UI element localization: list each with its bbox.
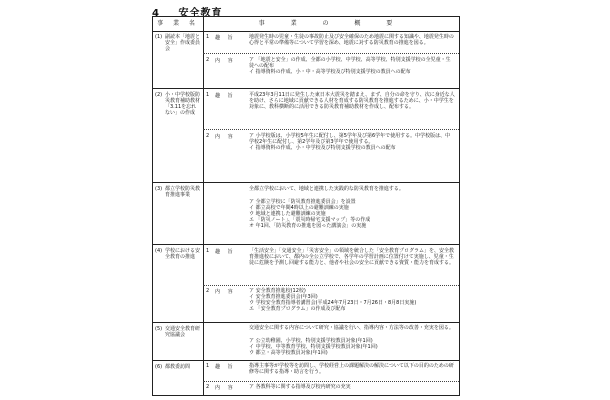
list-item: ア 「地震と安全」の作成、全都の小学校、中学校、高等学校、特別支援学校の全児童・生徒への配布 [249,57,451,70]
project-name: 都立学校防災教育推進事業 [165,186,201,198]
item-text: 「生活安全」「交通安全」「災害安全」の領域を統合した「安全教育プログラム」を、安全教育推進校において、都内の全公立学校で、各学年の学習計画に位置付けて実施し、児童・生徒に危険を予測し回避する能力と、他者や社会の安全に貢献できる資質・能力を育成する。 [249,248,455,267]
project-name: 都教委訪問 [165,364,191,370]
item-lines [249,133,455,151]
item-number: 2 [206,288,210,294]
item-label: 趣 旨 [215,35,236,41]
list-item: エ 「安全教育プログラム」の作成及び配布 [249,306,346,313]
row-number: (4) [155,248,163,254]
item-label: 内 容 [215,58,236,64]
list-item: ウ 学校安全教育指導者講習会(平成24年7月23日・7月26日・8月8日実施) [249,300,417,307]
item-label: 内 容 [215,385,236,391]
list-item: ア 小学校版は、小学校5年生に配付し、第5学年及び第6学年で使用する。中学校版は、中学校2年生に配付し、第2学年及び第3学年で使用する。 [249,133,451,146]
item-lines [249,57,455,75]
header-project-overview: 事 業 の 概 要 [203,17,459,31]
project-name: 交通安全教育研究協議会 [165,326,201,338]
list-item: ア 公立幼稚園、小学校、特別支援学校教員対象(年1回) [249,338,373,344]
list-item: イ 安全教育推進委員会(年3回) [249,294,318,301]
list-item: イ 指導資料の作成、小・中学校及び特別支援学校の教員への配布 [249,145,396,152]
item-label: 趣 旨 [215,249,236,255]
program-table [152,16,460,396]
table-row [153,89,459,183]
item-text: 地震発生時の児童・生徒の事故防止及び安全確保のため地震に関する知識や、地震発生時の心得と平常の準備等について学習を深め、地震に対する防災教育の推進を図る。 [249,34,454,47]
section-title: 安全教育 [178,8,223,19]
table-row [153,361,459,395]
item-lines [249,199,455,229]
list-item: イ 中学校、中等教育学校、特別支援学校教員対象(年1回) [249,344,378,351]
item-number: 1 [206,34,210,40]
header-project-name: 事 業 名 [157,20,199,27]
section-number: 4 [152,8,160,19]
project-name: 学校における安全教育の推進 [165,248,201,260]
table-row [153,183,459,245]
item-label: 趣 旨 [215,93,236,99]
list-item: ア 全都立学校に「防災教育推進委員会」を設置 [249,199,356,205]
list-item: イ 都立高校で年間4時以上の避難訓練の実施 [249,205,349,212]
item-lines [249,384,455,390]
item-label: 趣 旨 [215,364,236,370]
row-number: (2) [155,92,163,98]
row-divider [203,381,459,382]
item-label: 内 容 [215,289,236,295]
item-number: 2 [206,384,210,390]
item-lines [249,338,455,356]
row-number: (5) [155,326,163,332]
item-number: 1 [206,92,210,98]
item-number: 1 [206,363,210,369]
row-divider [203,129,459,130]
item-label: 内 容 [215,134,236,140]
table-row [153,31,459,89]
item-lines [249,288,455,312]
list-item: オ 年1回、「防災教育の推進を図った講演会」の実施 [249,223,367,230]
project-name: 小・中学校版防災教育補助教材「3.11を忘れない」の作成 [165,92,201,116]
row-divider [203,285,459,286]
list-item: イ 指導資料の作成、小・中・高等学校及び特別支援学校の教員への配布 [249,69,411,76]
item-text: 全都立学校において、地域と連携した実践的な防災教育を推進する。 [249,186,404,192]
project-name: 副読本「地震と安全」作成委員会 [165,34,201,52]
list-item: エ 「防災ノート」、「震災時帰宅支援マップ」等の作成 [249,217,371,224]
item-number: 1 [206,248,210,254]
row-divider [203,53,459,54]
list-item: ウ 都立・高等学校教員対象(年1回) [249,350,328,357]
item-number: 2 [206,133,210,139]
table-header [153,17,459,32]
row-number: (1) [155,34,163,40]
row-number: (3) [155,186,163,192]
item-text: 平成23年3月11日に発生した東日本大震災を踏まえ、まず、自分の命を守り、次に身近な人を助け、さらに地域に貢献できる人材を育成する防災教育を推進するために、小・中学生を対象に、教科横断的に活用できる防災教育補助教材を作成し、配布する。 [249,92,455,111]
item-number: 2 [206,57,210,63]
list-item: ア 各教科等に関する指導及び校内研究の充実 [249,384,351,390]
list-item: ウ 地域と連携した避難訓練の実施 [249,211,326,218]
table-row [153,323,459,361]
list-item: ア 安全教育推進校(12校) [249,288,306,294]
row-number: (6) [155,364,163,370]
item-text: 指導主事等が学校等を訪問し、学校経営上の課題解決の解決について以下の目的のための研修等に関する指導・助言を行う。 [249,363,454,376]
table-row [153,245,459,323]
item-text: 交通安全に関する内容について研究・協議を行い、指導内容・方法等の改善・充実を図る。 [249,325,454,331]
